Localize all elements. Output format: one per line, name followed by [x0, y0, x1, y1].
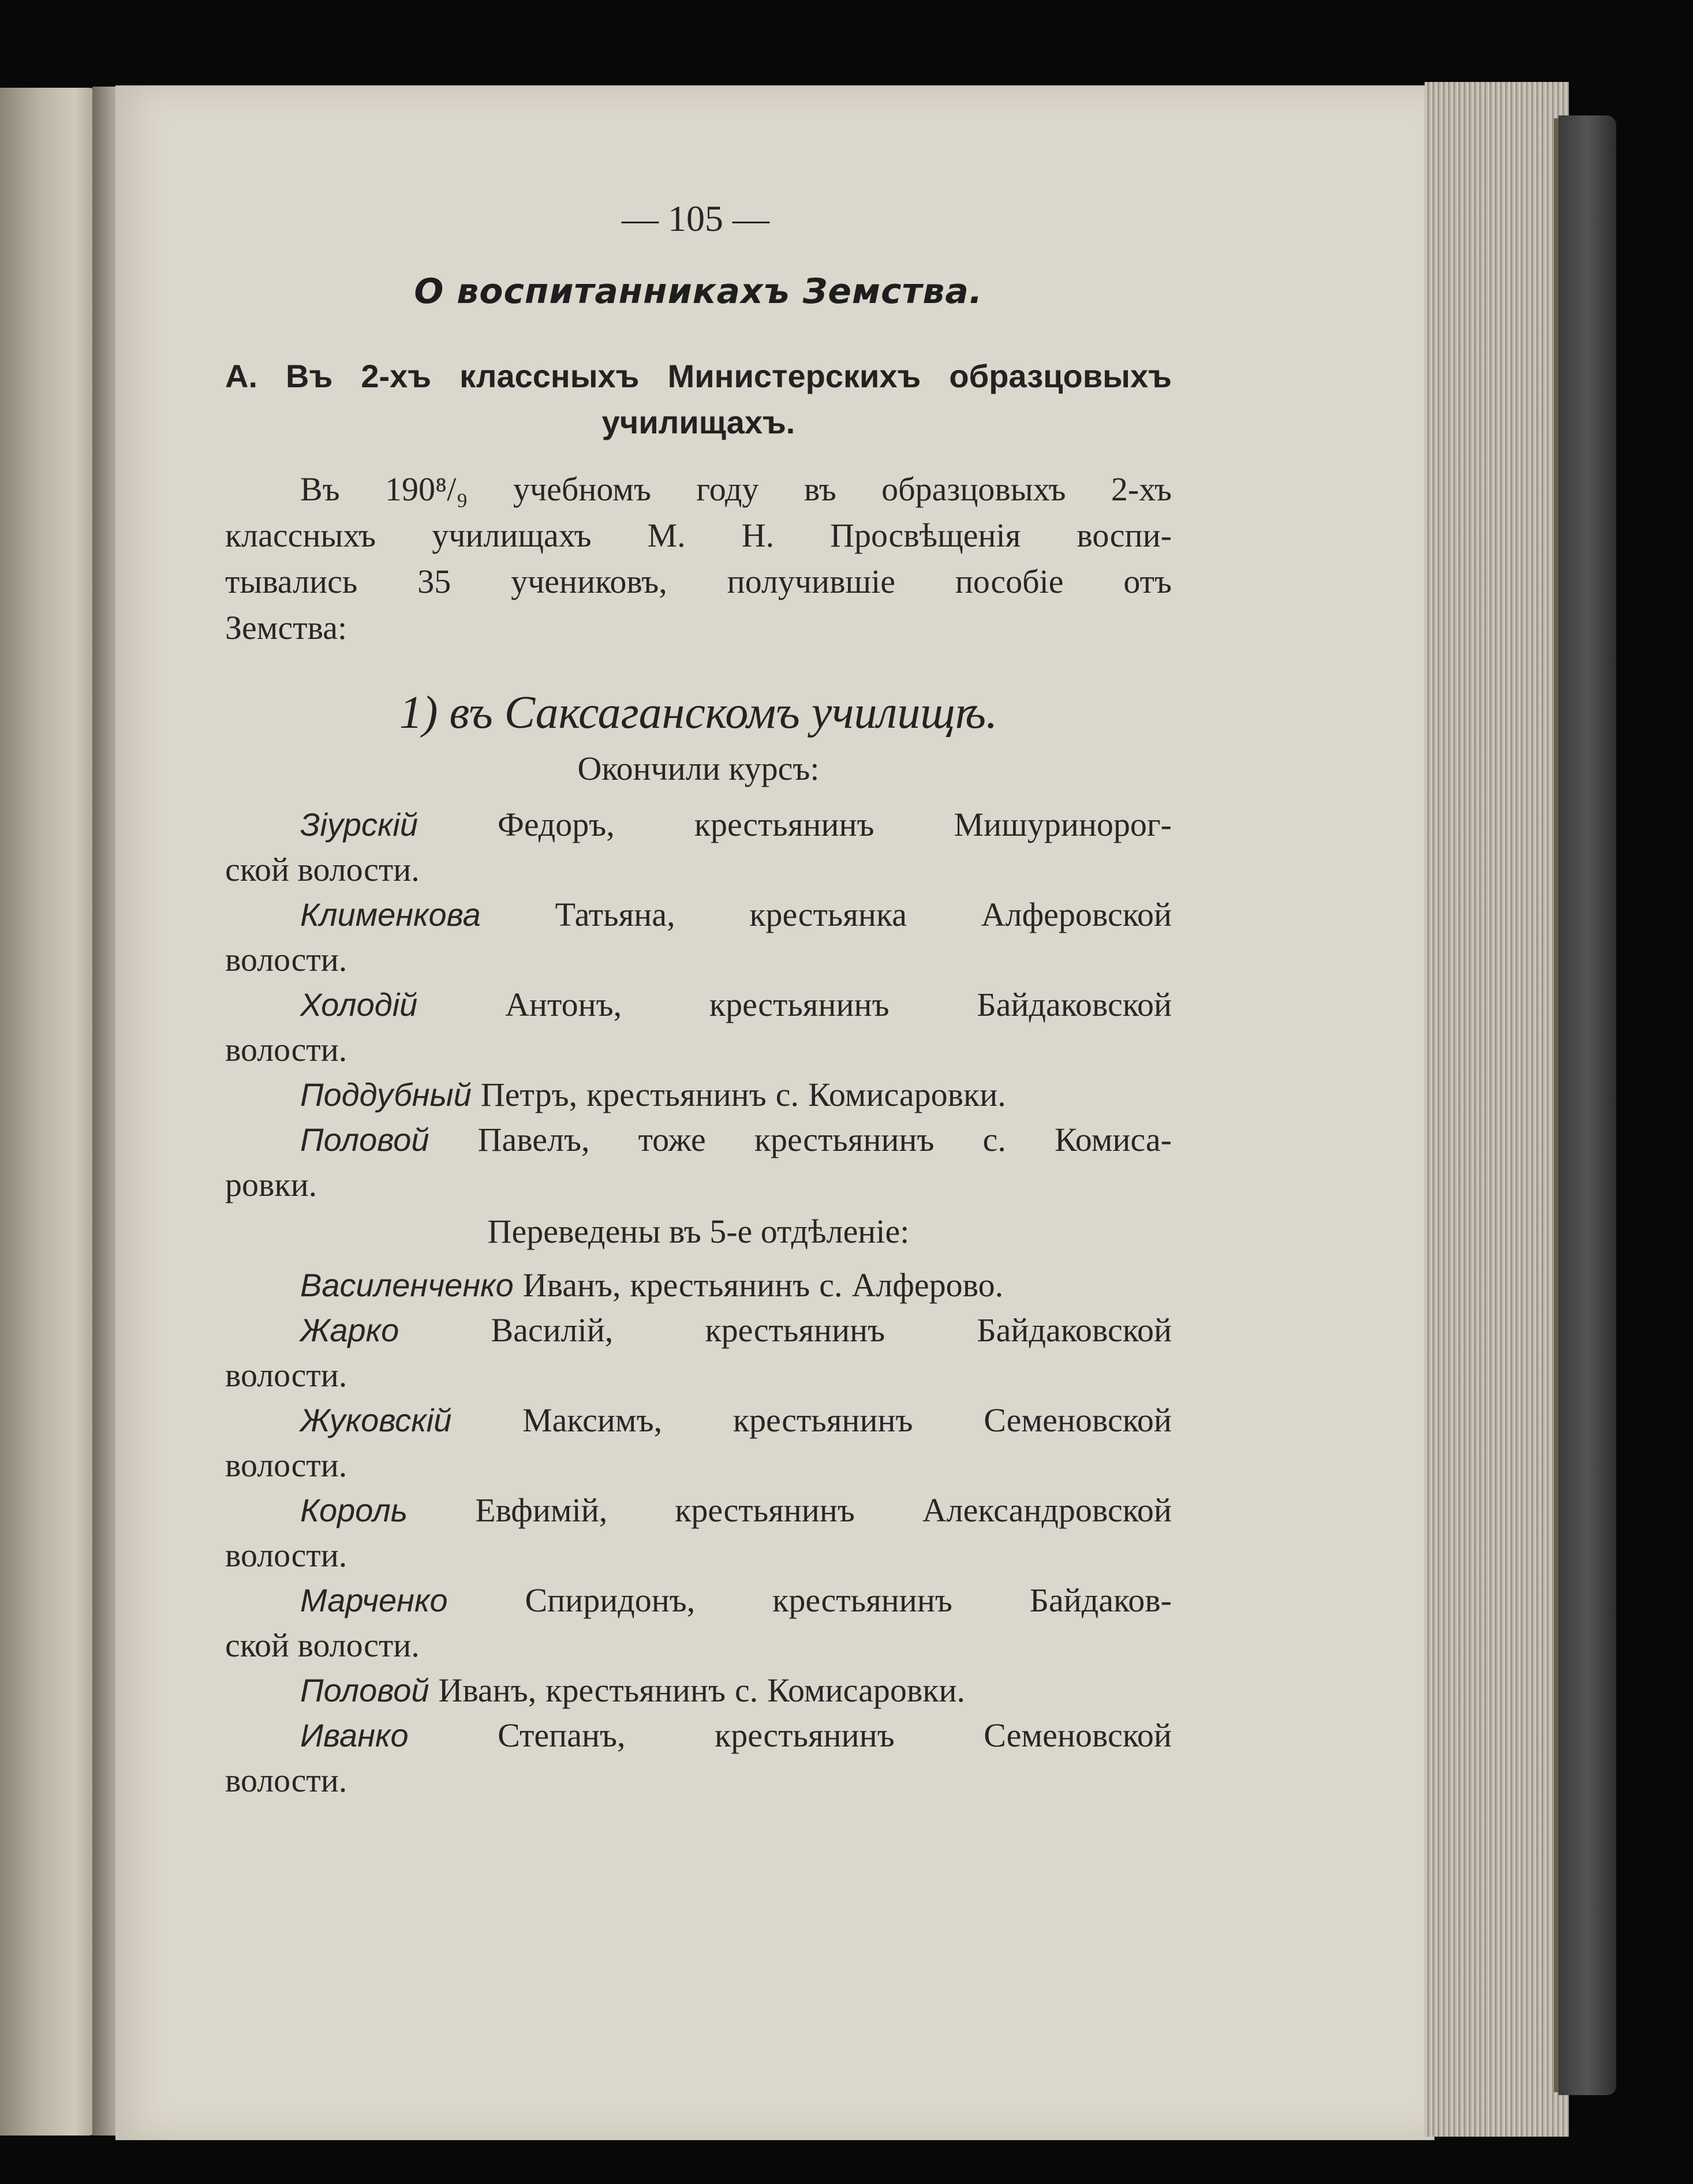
student-entry — [225, 802, 1172, 892]
word: 2-хъ — [1111, 470, 1172, 508]
student-entry — [225, 1668, 1172, 1713]
entry-continuation: ской волости. — [225, 851, 420, 888]
entry-continuation: волости. — [225, 941, 347, 978]
subheading-word: 2-хъ — [361, 358, 432, 394]
word: Антонъ, — [505, 986, 622, 1023]
word: году — [696, 470, 759, 508]
word: с. — [775, 1076, 799, 1113]
word: учениковъ, — [511, 563, 667, 600]
word: Евфимій, — [475, 1491, 608, 1529]
word: крестьянинъ — [709, 986, 890, 1023]
entry-line — [225, 1308, 1172, 1353]
word: Комиса- — [1055, 1121, 1172, 1158]
intro-line: Земства: — [225, 609, 347, 646]
subheading-word: Министерскихъ — [667, 358, 921, 394]
word: воспи- — [1077, 517, 1172, 554]
student-surname: Клименкова — [300, 896, 481, 933]
intro-line — [225, 466, 1172, 513]
word: Иванъ, — [522, 1266, 621, 1304]
student-surname: Иванко — [300, 1717, 409, 1753]
subheading-line-1 — [225, 353, 1172, 399]
word: Въ — [300, 470, 340, 508]
word: с. — [735, 1671, 758, 1709]
page-number: — 105 — — [622, 198, 769, 239]
word: Спиридонъ, — [525, 1581, 696, 1619]
student-surname: Жарко — [300, 1312, 399, 1348]
word: крестьянинъ — [694, 806, 874, 843]
page-block-edges — [1425, 82, 1569, 2137]
word: Степанъ, — [498, 1716, 626, 1754]
entry-continuation: волости. — [225, 1536, 347, 1574]
group-caption-promoted: Переведены въ 5-е отдѣленіе: — [487, 1213, 910, 1250]
word: Просвѣщенія — [830, 517, 1021, 554]
word: Семеновской — [984, 1401, 1172, 1439]
book-cover — [1559, 115, 1616, 2095]
word: крестьянинъ — [630, 1266, 810, 1304]
student-entry — [225, 892, 1172, 982]
word: 190⁸/₉ — [385, 470, 468, 508]
word: Василій, — [491, 1311, 614, 1349]
intro-line — [225, 513, 1172, 559]
entry-continuation: волости. — [225, 1356, 347, 1394]
word: Иванъ, — [438, 1671, 537, 1709]
entry-line — [225, 1578, 1172, 1623]
subheading-line-2: училищахъ. — [601, 404, 795, 440]
word: крестьянинъ — [675, 1491, 855, 1529]
word: въ — [803, 470, 836, 508]
word: учебномъ — [513, 470, 651, 508]
student-surname: Король — [300, 1492, 408, 1528]
subheading-marker: А. — [225, 358, 257, 394]
subheading-word: классныхъ — [459, 358, 640, 394]
word: тывались — [225, 563, 358, 600]
word: пособіе — [955, 563, 1064, 600]
intro-paragraph — [225, 466, 1172, 651]
word: Байдаковской — [977, 1311, 1172, 1349]
word: Татьяна, — [555, 896, 675, 933]
subheading — [225, 353, 1172, 446]
word: тоже — [638, 1121, 706, 1158]
student-entry — [225, 1398, 1172, 1488]
subheading-word: Въ — [286, 358, 333, 394]
student-entry — [225, 1117, 1172, 1207]
entry-line — [225, 1668, 1172, 1713]
word: классныхъ — [225, 517, 376, 554]
entry-line — [225, 1117, 1172, 1162]
word: с. — [982, 1121, 1006, 1158]
intro-line — [225, 559, 1172, 605]
student-surname: Половой — [300, 1672, 429, 1708]
school-heading: 1) въ Саксаганскомъ училищѣ. — [399, 687, 998, 738]
student-entry — [225, 1308, 1172, 1398]
student-surname: Половой — [300, 1121, 429, 1158]
word: Петръ, — [480, 1076, 578, 1113]
word: получившіе — [727, 563, 896, 600]
student-entry — [225, 1488, 1172, 1578]
student-surname: Холодій — [300, 986, 418, 1023]
facing-page-edge — [0, 88, 99, 2136]
word: училищахъ — [432, 517, 592, 554]
word: Семеновской — [984, 1716, 1172, 1754]
word: крестьянинъ — [772, 1581, 952, 1619]
student-surname: Жуковскій — [300, 1402, 452, 1438]
word: Байдаковской — [977, 986, 1172, 1023]
entry-continuation: ской волости. — [225, 1626, 420, 1664]
entry-line — [225, 1263, 1172, 1308]
word: Федоръ, — [498, 806, 615, 843]
student-surname: Зіурскій — [300, 806, 418, 843]
entry-continuation: ровки. — [225, 1166, 317, 1203]
entry-line — [225, 1398, 1172, 1443]
word: крестьянинъ — [705, 1311, 885, 1349]
student-entry — [225, 1578, 1172, 1668]
word: крестьянинъ — [732, 1401, 913, 1439]
word: Алферово. — [851, 1266, 1004, 1304]
word: Максимъ, — [522, 1401, 663, 1439]
student-entry — [225, 1263, 1172, 1308]
entry-line — [225, 1488, 1172, 1533]
word: с. — [819, 1266, 843, 1304]
group-caption-graduated: Окончили курсъ: — [577, 750, 820, 787]
word: 35 — [417, 563, 451, 600]
word: Александровской — [922, 1491, 1172, 1529]
word: Н. — [741, 517, 775, 554]
word: образцовыхъ — [881, 470, 1066, 508]
word: Байдаков- — [1029, 1581, 1172, 1619]
word: крестьянинъ — [586, 1076, 767, 1113]
section-title: О воспитанникахъ Земства. — [414, 271, 983, 312]
word: М. — [647, 517, 686, 554]
entry-continuation: волости. — [225, 1762, 347, 1799]
word: Мишуринорог- — [954, 806, 1172, 843]
entry-continuation: волости. — [225, 1031, 347, 1068]
entry-line — [225, 1072, 1172, 1117]
word: крестьянка — [749, 896, 907, 933]
word: отъ — [1123, 563, 1172, 600]
word: крестьянинъ — [545, 1671, 726, 1709]
student-entry — [225, 982, 1172, 1072]
subheading-word: образцовыхъ — [949, 358, 1172, 394]
word: Комисаровки. — [767, 1671, 965, 1709]
entry-line — [225, 1713, 1172, 1758]
student-surname: Поддубный — [300, 1076, 472, 1113]
word: Алферовской — [981, 896, 1172, 933]
student-entry — [225, 1713, 1172, 1803]
entry-line — [225, 982, 1172, 1027]
word: крестьянинъ — [715, 1716, 895, 1754]
word: крестьянинъ — [754, 1121, 935, 1158]
entry-line — [225, 892, 1172, 937]
word: Комисаровки. — [808, 1076, 1006, 1113]
student-entry — [225, 1072, 1172, 1117]
word: Павелъ, — [477, 1121, 590, 1158]
student-surname: Василенченко — [300, 1267, 514, 1303]
entry-continuation: волости. — [225, 1446, 347, 1484]
student-surname: Марченко — [300, 1582, 448, 1618]
entry-line — [225, 802, 1172, 847]
